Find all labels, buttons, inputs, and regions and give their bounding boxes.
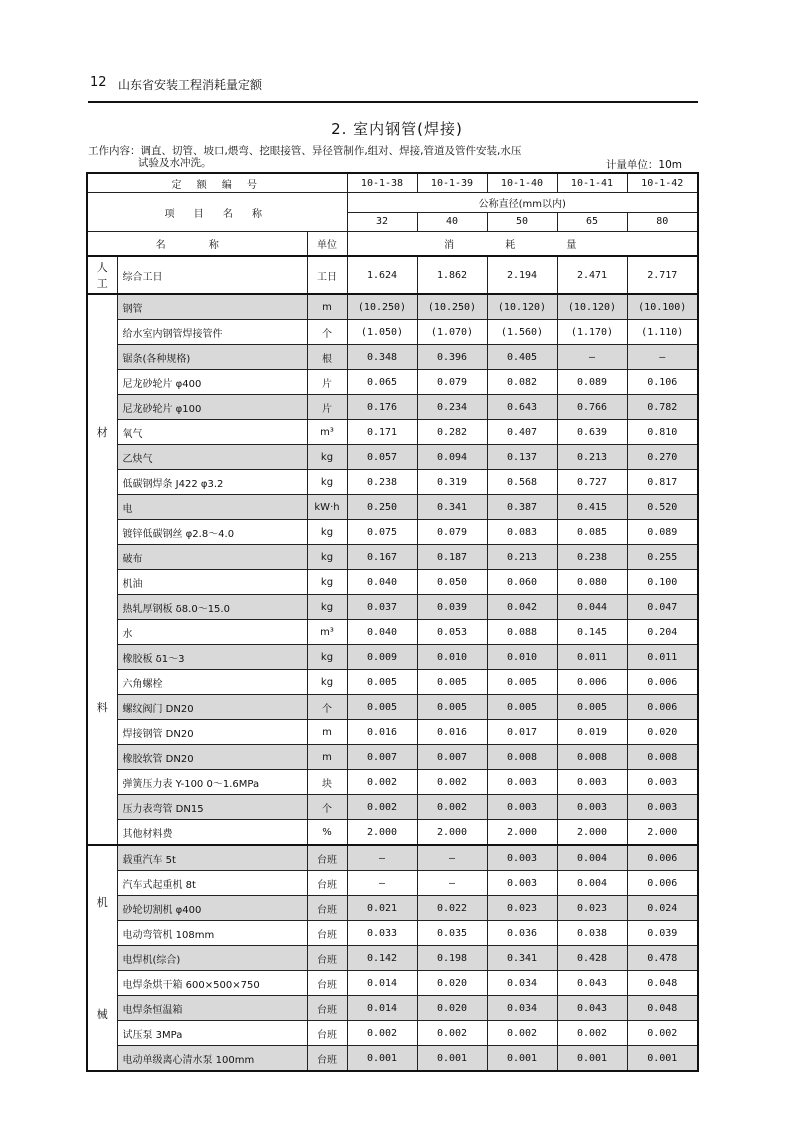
table-row (87, 871, 698, 896)
consumption-value: 0.075 (347, 520, 417, 545)
consumption-value: 0.639 (557, 420, 627, 445)
consumption-value: 0.003 (557, 795, 627, 820)
resource-name: 水 (117, 620, 307, 645)
consumption-value: 0.100 (627, 570, 698, 595)
table-row (87, 370, 698, 395)
resource-unit: m³ (307, 620, 347, 645)
consumption-value: 0.043 (557, 971, 627, 996)
category-char: 料 (96, 700, 108, 714)
consumption-value: 0.042 (487, 595, 557, 620)
consumption-value: 0.003 (487, 871, 557, 896)
consumption-value: 0.002 (627, 1021, 698, 1046)
consumption-value: 0.034 (487, 996, 557, 1021)
table-row (87, 996, 698, 1021)
consumption-value: 0.004 (557, 871, 627, 896)
category-char: 机 (96, 896, 108, 909)
consumption-value: 0.213 (487, 545, 557, 570)
resource-unit: kW·h (307, 495, 347, 520)
quota-code: 10-1-38 (347, 173, 417, 193)
consumption-value: 0.022 (417, 896, 487, 921)
quota-code: 10-1-42 (627, 173, 698, 193)
consumption-value: (10.250) (417, 294, 487, 320)
resource-name: 尼龙砂轮片 φ100 (117, 395, 307, 420)
consumption-value: 0.006 (557, 670, 627, 695)
quota-table-body (87, 173, 698, 1071)
consumption-value: 0.089 (557, 370, 627, 395)
consumption-value: 0.727 (557, 470, 627, 495)
consumption-value: 0.008 (487, 745, 557, 770)
consumption-value: 0.094 (417, 445, 487, 470)
table-row (87, 495, 698, 520)
consumption-value: 2.000 (487, 820, 557, 846)
consumption-value: 0.001 (557, 1046, 627, 1072)
resource-unit: 台班 (307, 1046, 347, 1072)
resource-name: 电焊条恒温箱 (117, 996, 307, 1021)
table-row (87, 320, 698, 345)
consumption-value: 0.001 (627, 1046, 698, 1072)
diameter-value: 50 (487, 212, 557, 232)
consumption-value: — (417, 871, 487, 896)
resource-name: 锯条(各种规格) (117, 345, 307, 370)
table-row (87, 395, 698, 420)
consumption-value: 0.415 (557, 495, 627, 520)
code-row (87, 173, 698, 193)
resource-name: 尼龙砂轮片 φ400 (117, 370, 307, 395)
consumption-value: 0.010 (417, 645, 487, 670)
consumption-value: 0.044 (557, 595, 627, 620)
category-label (88, 846, 117, 1070)
consumption-value: 0.387 (487, 495, 557, 520)
consumption-value: 0.002 (347, 795, 417, 820)
consumption-value: 0.005 (347, 670, 417, 695)
consumption-value: 2.000 (417, 820, 487, 846)
header-rule (88, 101, 698, 103)
consumption-value: 0.004 (557, 845, 627, 871)
consumption-value: 0.016 (417, 720, 487, 745)
consumption-value: (10.100) (627, 294, 698, 320)
work-content-line-2: 试验及水冲洗。 (138, 157, 212, 169)
consumption-value: 0.643 (487, 395, 557, 420)
table-row (87, 1021, 698, 1046)
consumption-value: (1.050) (347, 320, 417, 345)
category-cell (87, 845, 117, 1071)
resource-unit: 根 (307, 345, 347, 370)
resource-name: 弹簧压力表 Y-100 0～1.6MPa (117, 770, 307, 795)
consumption-value: 0.213 (557, 445, 627, 470)
consumption-value: (10.250) (347, 294, 417, 320)
consumption-value: 0.039 (627, 921, 698, 946)
code-label: 定 额 编 号 (87, 173, 347, 193)
table-row (87, 921, 698, 946)
consumption-value: 0.002 (417, 1021, 487, 1046)
category-char: 械 (96, 1008, 108, 1021)
table-row (87, 845, 698, 871)
consumption-value: 0.002 (347, 1021, 417, 1046)
consumption-value: 0.001 (417, 1046, 487, 1072)
consumption-value: 0.053 (417, 620, 487, 645)
consumption-value: 0.048 (627, 971, 698, 996)
resource-name: 乙炔气 (117, 445, 307, 470)
consumption-value: (1.070) (417, 320, 487, 345)
resource-unit: 个 (307, 695, 347, 720)
consumption-value: 2.194 (487, 256, 557, 294)
consumption-value: 0.396 (417, 345, 487, 370)
table-row (87, 345, 698, 370)
consumption-value: — (557, 345, 627, 370)
section-title: 2. 室内钢管(焊接) (331, 120, 463, 138)
consumption-value: 0.003 (487, 845, 557, 871)
category-char: 人 (96, 261, 108, 274)
consumption-value: 0.341 (417, 495, 487, 520)
consumption-value: 0.006 (627, 695, 698, 720)
resource-unit: 个 (307, 795, 347, 820)
table-row (87, 670, 698, 695)
category-label (88, 257, 117, 293)
consumption-value: 0.010 (487, 645, 557, 670)
consumption-value: 0.478 (627, 946, 698, 971)
consumption-value: 0.766 (557, 395, 627, 420)
consumption-value: 0.088 (487, 620, 557, 645)
consumption-value: 0.005 (417, 695, 487, 720)
consumption-value: 0.002 (557, 1021, 627, 1046)
resource-name: 螺纹阀门 DN20 (117, 695, 307, 720)
consumption-value: 0.008 (557, 745, 627, 770)
consumption-value: 0.006 (627, 845, 698, 871)
resource-unit: kg (307, 595, 347, 620)
consumption-value: 0.142 (347, 946, 417, 971)
resource-name: 橡胶板 δ1～3 (117, 645, 307, 670)
resource-unit: 台班 (307, 946, 347, 971)
category-label (88, 295, 117, 844)
resource-name: 其他材料费 (117, 820, 307, 846)
consumption-value: 0.002 (487, 1021, 557, 1046)
table-row (87, 570, 698, 595)
resource-name: 钢管 (117, 294, 307, 320)
consumption-value: — (417, 845, 487, 871)
consumption-value: 2.000 (557, 820, 627, 846)
consumption-value: (1.170) (557, 320, 627, 345)
consumption-value: 0.238 (557, 545, 627, 570)
consumption-value: 0.037 (347, 595, 417, 620)
resource-name: 热轧厚钢板 δ8.0～15.0 (117, 595, 307, 620)
consumption-value: 0.017 (487, 720, 557, 745)
consumption-value: 0.003 (627, 770, 698, 795)
consumption-value: 0.011 (557, 645, 627, 670)
consumption-value: 0.348 (347, 345, 417, 370)
consumption-value: 0.021 (347, 896, 417, 921)
quota-code: 10-1-39 (417, 173, 487, 193)
consumption-value: 0.234 (417, 395, 487, 420)
consumption-value: 0.568 (487, 470, 557, 495)
resource-unit: 台班 (307, 996, 347, 1021)
table-row (87, 745, 698, 770)
consumption-value: 0.020 (417, 971, 487, 996)
consumption-value: 0.001 (487, 1046, 557, 1072)
consumption-value: 2.471 (557, 256, 627, 294)
consumption-value: 0.034 (487, 971, 557, 996)
consumption-value: 0.023 (557, 896, 627, 921)
item-name-label: 项 目 名 称 (87, 193, 347, 232)
consumption-value: 0.005 (417, 670, 487, 695)
resource-name: 电动弯管机 108mm (117, 921, 307, 946)
resource-unit: 工日 (307, 256, 347, 294)
consumption-value: 0.050 (417, 570, 487, 595)
consumption-value: 0.005 (557, 695, 627, 720)
category-cell (87, 256, 117, 294)
consumption-value: 0.009 (347, 645, 417, 670)
consumption-value: 0.023 (487, 896, 557, 921)
consumption-value: 0.003 (487, 770, 557, 795)
consumption-value: 0.187 (417, 545, 487, 570)
consumption-value: 1.862 (417, 256, 487, 294)
table-row (87, 595, 698, 620)
consumption-value: 0.038 (557, 921, 627, 946)
table-row (87, 420, 698, 445)
resource-name: 试压泵 3MPa (117, 1021, 307, 1046)
resource-unit: kg (307, 445, 347, 470)
table-row (87, 620, 698, 645)
consumption-value: 0.020 (417, 996, 487, 1021)
resource-name: 镀锌低碳钢丝 φ2.8～4.0 (117, 520, 307, 545)
consumption-value: 2.717 (627, 256, 698, 294)
table-row (87, 820, 698, 846)
resource-unit: kg (307, 545, 347, 570)
consumption-value: 0.106 (627, 370, 698, 395)
consumption-value: 0.817 (627, 470, 698, 495)
consumption-value: 0.250 (347, 495, 417, 520)
consumption-value: 0.238 (347, 470, 417, 495)
consumption-value: 0.282 (417, 420, 487, 445)
consumption-value: 0.083 (487, 520, 557, 545)
resource-unit: 片 (307, 370, 347, 395)
resource-unit: m (307, 294, 347, 320)
consumption-value: 0.270 (627, 445, 698, 470)
table-row (87, 445, 698, 470)
consumption-value: 0.057 (347, 445, 417, 470)
consumption-value: 0.007 (417, 745, 487, 770)
table-row (87, 645, 698, 670)
diameter-value: 32 (347, 212, 417, 232)
resource-unit: 台班 (307, 921, 347, 946)
consumption-value: 0.079 (417, 370, 487, 395)
consumption-value: 0.089 (627, 520, 698, 545)
resource-name: 电焊机(综合) (117, 946, 307, 971)
page-number: 12 (90, 75, 107, 90)
consumption-value: 0.008 (627, 745, 698, 770)
resource-unit: 个 (307, 320, 347, 345)
table-row (87, 1046, 698, 1072)
consumption-value: 0.014 (347, 996, 417, 1021)
consumption-value: 0.047 (627, 595, 698, 620)
resource-unit: kg (307, 645, 347, 670)
consumption-value: 0.520 (627, 495, 698, 520)
category-char: 工 (96, 277, 108, 290)
table-row (87, 946, 698, 971)
resource-unit: 块 (307, 770, 347, 795)
resource-name: 电焊条烘干箱 600×500×750 (117, 971, 307, 996)
consumption-value: 0.014 (347, 971, 417, 996)
resource-name: 橡胶软管 DN20 (117, 745, 307, 770)
resource-name: 载重汽车 5t (117, 845, 307, 871)
consumption-value: 0.020 (627, 720, 698, 745)
consumption-value: 0.145 (557, 620, 627, 645)
table-row (87, 770, 698, 795)
consumption-value: (10.120) (487, 294, 557, 320)
resource-unit: 台班 (307, 845, 347, 871)
table-row (87, 720, 698, 745)
consumption-value: 0.319 (417, 470, 487, 495)
consumption-value: 0.080 (557, 570, 627, 595)
consumption-value: 0.002 (347, 770, 417, 795)
resource-name: 焊接钢管 DN20 (117, 720, 307, 745)
measurement-unit: 计量单位：10m (605, 159, 682, 171)
consumption-column-header: 消 耗 量 (347, 232, 698, 257)
consumption-value: 0.005 (487, 670, 557, 695)
consumption-value: 0.019 (557, 720, 627, 745)
consumption-value: (10.120) (557, 294, 627, 320)
consumption-value: 0.167 (347, 545, 417, 570)
table-row (87, 896, 698, 921)
resource-unit: m³ (307, 420, 347, 445)
quota-code: 10-1-41 (557, 173, 627, 193)
resource-unit: kg (307, 520, 347, 545)
unit-column-header: 单位 (307, 232, 347, 257)
consumption-value: 0.006 (627, 871, 698, 896)
consumption-value: 0.043 (557, 996, 627, 1021)
resource-unit: kg (307, 470, 347, 495)
resource-unit: m (307, 720, 347, 745)
category-char: 材 (96, 426, 108, 440)
consumption-value: 0.002 (417, 770, 487, 795)
table-row (87, 520, 698, 545)
name-column-header: 名 称 (87, 232, 307, 257)
resource-unit: 台班 (307, 971, 347, 996)
consumption-value: 0.204 (627, 620, 698, 645)
resource-name: 电 (117, 495, 307, 520)
consumption-value: 0.048 (627, 996, 698, 1021)
consumption-value: 0.405 (487, 345, 557, 370)
diameter-label-row (87, 193, 698, 213)
work-content-line-1: 工作内容：调直、切管、坡口,煨弯、挖眼接管、异径管制作,组对、焊接,管道及管件安装,水压 (88, 145, 522, 157)
table-row (87, 795, 698, 820)
consumption-value: 0.003 (487, 795, 557, 820)
consumption-value: (1.560) (487, 320, 557, 345)
consumption-value: 0.040 (347, 570, 417, 595)
table-row (87, 470, 698, 495)
resource-unit: m (307, 745, 347, 770)
consumption-value: 0.255 (627, 545, 698, 570)
resource-name: 机油 (117, 570, 307, 595)
consumption-value: 0.082 (487, 370, 557, 395)
resource-name: 六角螺栓 (117, 670, 307, 695)
consumption-value: 0.005 (347, 695, 417, 720)
book-title: 山东省安装工程消耗量定额 (118, 78, 263, 92)
quota-code: 10-1-40 (487, 173, 557, 193)
table-row (87, 695, 698, 720)
resource-unit: 台班 (307, 1021, 347, 1046)
resource-name: 给水室内钢管焊接管件 (117, 320, 307, 345)
consumption-value: 0.001 (347, 1046, 417, 1072)
resource-unit: kg (307, 670, 347, 695)
consumption-value: 0.137 (487, 445, 557, 470)
consumption-value: 0.407 (487, 420, 557, 445)
diameter-value: 40 (417, 212, 487, 232)
consumption-value: 0.003 (557, 770, 627, 795)
consumption-value: — (627, 345, 698, 370)
consumption-value: (1.110) (627, 320, 698, 345)
consumption-value: 0.033 (347, 921, 417, 946)
resource-unit: 台班 (307, 871, 347, 896)
resource-unit: kg (307, 570, 347, 595)
consumption-value: 0.782 (627, 395, 698, 420)
consumption-value: 0.171 (347, 420, 417, 445)
running-header (88, 73, 698, 101)
column-header-row (87, 232, 698, 257)
consumption-value: — (347, 871, 417, 896)
resource-name: 低碳钢焊条 J422 φ3.2 (117, 470, 307, 495)
resource-unit: 台班 (307, 896, 347, 921)
consumption-value: 2.000 (627, 820, 698, 846)
consumption-value: 0.024 (627, 896, 698, 921)
consumption-value: 0.016 (347, 720, 417, 745)
resource-name: 破布 (117, 545, 307, 570)
consumption-value: 0.176 (347, 395, 417, 420)
resource-name: 综合工日 (117, 256, 307, 294)
category-cell (87, 294, 117, 845)
diameter-label: 公称直径(mm以内) (347, 193, 698, 213)
consumption-value: 0.006 (627, 670, 698, 695)
consumption-value: 0.005 (487, 695, 557, 720)
resource-name: 压力表弯管 DN15 (117, 795, 307, 820)
consumption-value: 0.198 (417, 946, 487, 971)
consumption-value: 0.011 (627, 645, 698, 670)
consumption-value: 1.624 (347, 256, 417, 294)
table-row (87, 294, 698, 320)
consumption-value: 0.002 (417, 795, 487, 820)
table-row (87, 256, 698, 294)
quota-table (86, 172, 699, 1072)
resource-name: 电动单级离心清水泵 100mm (117, 1046, 307, 1072)
consumption-value: 0.065 (347, 370, 417, 395)
consumption-value: 0.035 (417, 921, 487, 946)
table-row (87, 971, 698, 996)
consumption-value: 0.079 (417, 520, 487, 545)
diameter-value: 80 (627, 212, 698, 232)
consumption-value: 0.085 (557, 520, 627, 545)
consumption-value: 0.428 (557, 946, 627, 971)
consumption-value: 0.003 (627, 795, 698, 820)
consumption-value: — (347, 845, 417, 871)
table-row (87, 545, 698, 570)
resource-unit: 片 (307, 395, 347, 420)
resource-name: 汽车式起重机 8t (117, 871, 307, 896)
resource-name: 氧气 (117, 420, 307, 445)
resource-name: 砂轮切割机 φ400 (117, 896, 307, 921)
consumption-value: 0.060 (487, 570, 557, 595)
consumption-value: 0.039 (417, 595, 487, 620)
consumption-value: 0.040 (347, 620, 417, 645)
diameter-value: 65 (557, 212, 627, 232)
resource-unit: % (307, 820, 347, 846)
consumption-value: 0.341 (487, 946, 557, 971)
consumption-value: 2.000 (347, 820, 417, 846)
consumption-value: 0.036 (487, 921, 557, 946)
consumption-value: 0.810 (627, 420, 698, 445)
consumption-value: 0.007 (347, 745, 417, 770)
